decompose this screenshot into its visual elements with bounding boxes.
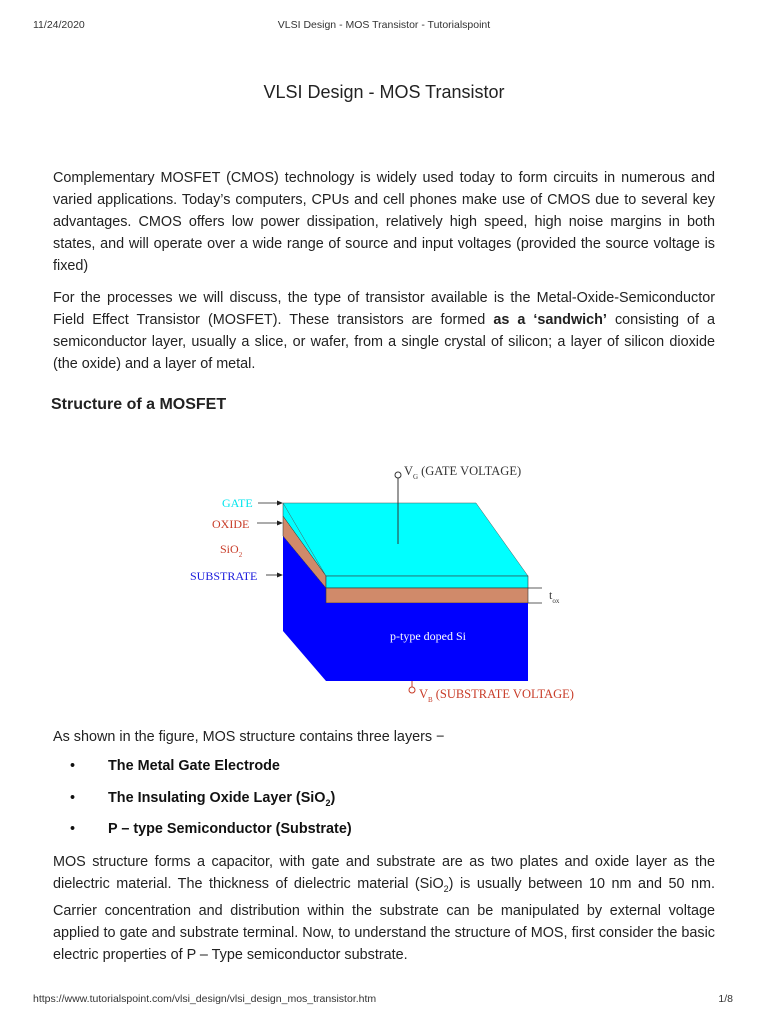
gate-label: GATE xyxy=(222,496,253,510)
mosfet-block xyxy=(283,503,528,681)
svg-text:VB(SUBSTRATE VOLTAGE) xyxy=(419,687,574,704)
svg-text:tox xyxy=(549,588,560,605)
layer-text: P – type Semiconductor (Substrate) xyxy=(108,821,352,837)
gate-front-face xyxy=(326,576,528,588)
page-title: VLSI Design - MOS Transistor xyxy=(263,82,505,102)
oxide-front-face xyxy=(326,588,528,603)
layer-text: The Metal Gate Electrode xyxy=(108,758,280,774)
mosfet-structure-diagram xyxy=(186,456,590,708)
intro-paragraph-1: Complementary MOSFET (CMOS) technology is widely used today to form circuits in numerous and varied applications. Today’s computers, CPUs and cell phones make use of CMOS due to several key advantages. CMOS offers low power dissipation, relatively high speed, high noise margins in both states, and will operate over a wide range of source and input voltages (provided the source voltage is fixed) xyxy=(53,170,715,274)
tox-subscript: ox xyxy=(552,597,560,605)
layers-intro: As shown in the figure, MOS structure contains three layers − xyxy=(53,729,445,745)
substrate-arrow-icon xyxy=(277,573,283,578)
gate-arrow-icon xyxy=(277,501,283,506)
vb-label: V xyxy=(419,687,429,701)
closing-subscript: 2 xyxy=(443,883,449,894)
footer-url[interactable]: https://www.tutorialspoint.com/vlsi_design/vlsi_design_mos_transistor.htm xyxy=(33,993,377,1005)
bullet-icon: • xyxy=(70,758,76,774)
body-label: p-type doped Si xyxy=(390,629,466,643)
vg-description: (GATE VOLTAGE) xyxy=(421,464,522,478)
substrate-terminal xyxy=(409,681,574,704)
layer-labels xyxy=(190,496,283,583)
tox-label: t xyxy=(549,588,553,602)
tox-indicator xyxy=(528,588,560,605)
layer-subscript: 2 xyxy=(325,797,331,808)
layer-suffix: ) xyxy=(330,790,336,806)
footer-page-number: 1/8 xyxy=(718,993,733,1005)
bullet-icon: • xyxy=(70,790,76,806)
gate-top-face xyxy=(283,503,528,576)
oxide-arrow-icon xyxy=(277,521,283,526)
vg-label: V xyxy=(404,464,414,478)
intro-paragraph-2-end: consisting of a semiconductor layer, usually a slice, or wafer, from a single crystal of silicon; a layer of silicon dioxide (the oxide) and a layer of metal. xyxy=(53,312,715,372)
sio-subscript: 2 xyxy=(238,551,243,559)
vb-subscript: B xyxy=(428,696,433,704)
bullet-icon: • xyxy=(70,821,76,837)
closing-start: MOS structure forms a capacitor, with gate and substrate are as two plates and oxide layer as the dielectric material. The thickness of dielectric material (SiO xyxy=(53,854,715,892)
intro-paragraph-2 xyxy=(53,287,715,375)
intro-paragraph-2-start: For the processes we will discuss, the type of transistor available is the Metal-Oxide-Semiconductor Field Effect Transistor (MOSFET). These transistors are formed xyxy=(53,290,715,328)
svg-text:SiO2 xyxy=(220,542,243,559)
substrate-label: SUBSTRATE xyxy=(190,569,258,583)
sandwich-emphasis: as a ‘sandwich’ xyxy=(493,312,607,328)
header-title: VLSI Design - MOS Transistor - Tutorialspoint xyxy=(277,19,491,31)
vg-subscript: G xyxy=(413,473,419,481)
oxide-label: OXIDE xyxy=(212,517,250,531)
closing-end: ) is usually between 10 nm and 50 nm. Carrier concentration and distribution within the substrate can be manipulated by external voltage applied to gate and substrate terminal. Now, to understand the structure of MOS, first consider the basic electric properties of P – Type semiconductor substrate. xyxy=(53,876,715,963)
vb-description: (SUBSTRATE VOLTAGE) xyxy=(435,687,574,701)
sio-label: SiO xyxy=(220,542,239,556)
layer-text: The Insulating Oxide Layer (SiO xyxy=(108,790,326,806)
gate-terminal-icon xyxy=(395,472,401,478)
header-date: 11/24/2020 xyxy=(33,19,85,31)
closing-paragraph xyxy=(53,851,715,966)
svg-text:VG(GATE VOLTAGE) xyxy=(404,464,521,481)
section-heading: Structure of a MOSFET xyxy=(51,396,227,413)
substrate-terminal-icon xyxy=(409,687,415,693)
